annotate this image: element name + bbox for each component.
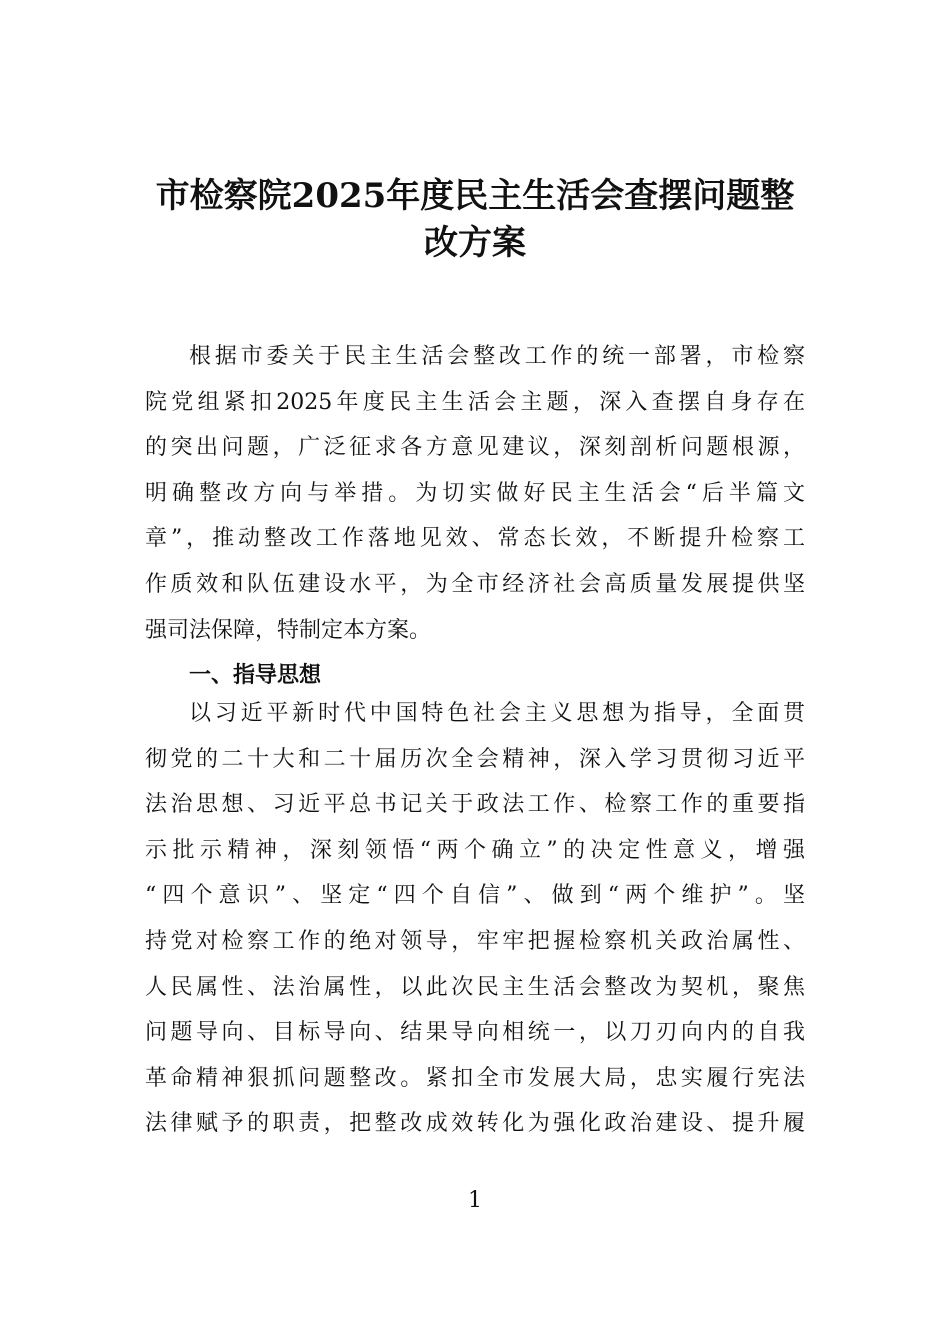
text-line: 以习近平新时代中国特色社会主义思想为指导，全面贯	[189, 701, 805, 726]
text-line: “四个意识”、坚定“四个自信”、做到“两个维护”。坚	[145, 883, 805, 909]
text-line: 根据市委关于民主生活会整改工作的统一部署，市检察	[189, 344, 805, 369]
text-line: 革命精神狠抓问题整改。紧扣全市发展大局，忠实履行宪法	[145, 1065, 805, 1091]
section-heading: 一、指导思想	[189, 662, 322, 689]
text-line: 人民属性、法治属性，以此次民主生活会整改为契机，聚焦	[145, 974, 805, 1000]
text-line: 的突出问题，广泛征求各方意见建议，深刻剖析问题根源，	[145, 435, 805, 461]
guiding-thought-paragraph	[145, 691, 805, 1147]
text-line: 法治思想、习近平总书记关于政法工作、检察工作的重要指	[145, 792, 805, 818]
page-number: 1	[468, 1188, 482, 1213]
text-line: 明确整改方向与举措。为切实做好民主生活会“后半篇文	[145, 480, 805, 506]
text-line: 院党组紧扣2025年度民主生活会主题，深入查摆自身存在	[145, 389, 805, 415]
text-line: 作质效和队伍建设水平，为全市经济社会高质量发展提供坚	[145, 571, 805, 597]
text-line: 持党对检察工作的绝对领导，牢牢把握检察机关政治属性、	[145, 928, 805, 954]
text-line: 章”，推动整改工作落地见效、常态长效，不断提升检察工	[145, 526, 805, 552]
document-title-line-1: 市检察院2025年度民主生活会查摆问题整	[155, 176, 795, 216]
text-line: 彻党的二十大和二十届历次全会精神，深入学习贯彻习近平	[145, 746, 805, 772]
document-title-line-2: 改方案	[424, 223, 526, 263]
text-line: 强司法保障，特制定本方案。	[145, 617, 432, 643]
text-line: 示批示精神，深刻领悟“两个确立”的决定性意义，增强	[145, 837, 805, 863]
intro-paragraph	[145, 334, 805, 699]
text-line: 问题导向、目标导向、结果导向相统一，以刀刃向内的自我	[145, 1020, 805, 1046]
text-line: 法律赋予的职责，把整改成效转化为强化政治建设、提升履	[145, 1111, 805, 1137]
